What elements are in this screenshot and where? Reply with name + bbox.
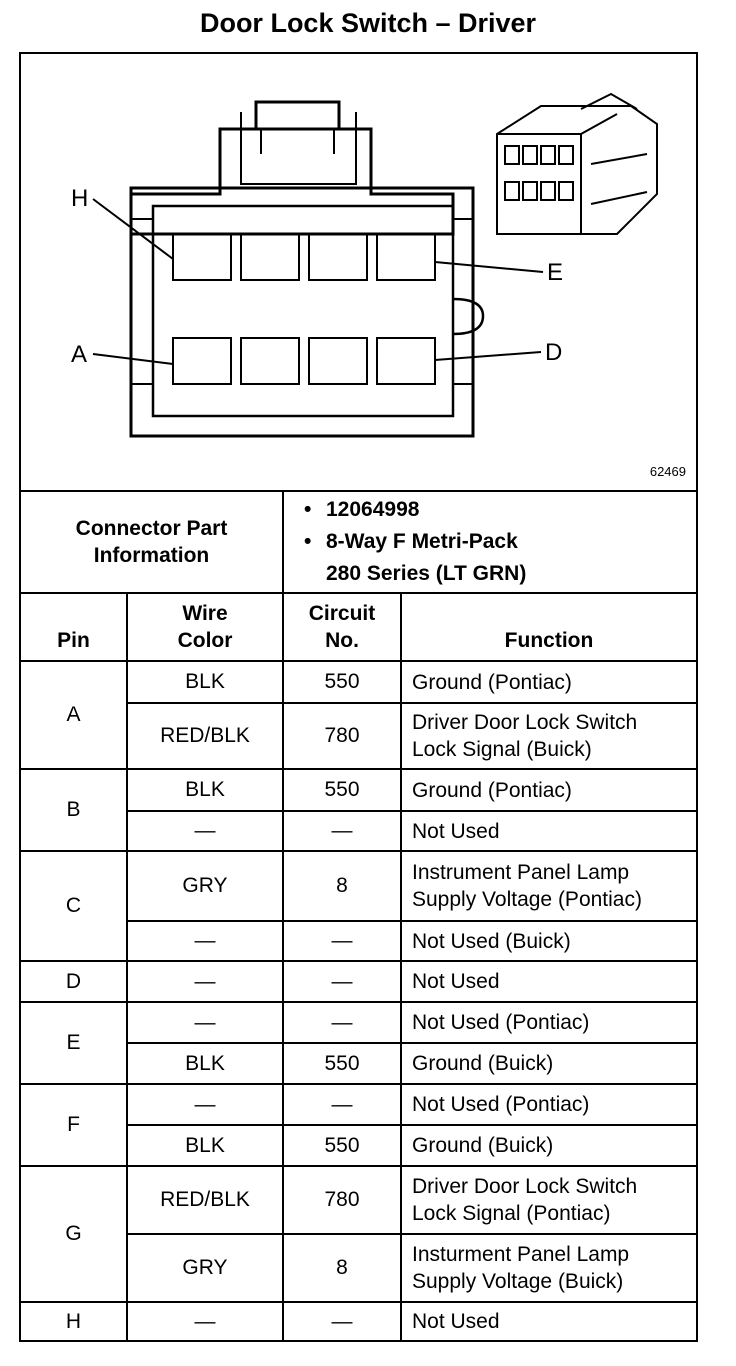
table-row bbox=[21, 661, 696, 703]
function-cell: Not Used (Pontiac) bbox=[401, 1002, 696, 1043]
header-wire-color: Wire Color bbox=[127, 593, 283, 661]
wire-color-cell: — bbox=[127, 1302, 283, 1340]
circuit-cell: — bbox=[283, 961, 401, 1002]
connector-card bbox=[19, 52, 698, 1342]
wire-color-cell: — bbox=[127, 1084, 283, 1125]
circuit-cell: — bbox=[283, 811, 401, 851]
function-cell: Ground (Pontiac) bbox=[401, 769, 696, 811]
connector-description: • 8-Way F Metri-Pack bbox=[326, 526, 696, 558]
function-cell: Not Used (Pontiac) bbox=[401, 1084, 696, 1125]
table-row bbox=[21, 769, 696, 811]
table-row bbox=[21, 1084, 696, 1125]
wire-color-cell: GRY bbox=[127, 1234, 283, 1302]
table-row bbox=[21, 961, 696, 1002]
circuit-cell: 780 bbox=[283, 1166, 401, 1234]
function-cell: Not Used bbox=[401, 961, 696, 1002]
circuit-cell: — bbox=[283, 1302, 401, 1340]
circuit-cell: — bbox=[283, 921, 401, 961]
connector-diagram bbox=[21, 54, 696, 492]
circuit-cell: 550 bbox=[283, 769, 401, 811]
pin-cell: A bbox=[21, 661, 127, 769]
function-cell: Not Used (Buick) bbox=[401, 921, 696, 961]
wire-color-cell: GRY bbox=[127, 851, 283, 921]
connector-latch bbox=[131, 129, 453, 234]
callout-h: H bbox=[71, 185, 89, 212]
pin-cell: H bbox=[21, 1302, 127, 1340]
callout-e: E bbox=[547, 259, 564, 286]
header-pin: Pin bbox=[21, 593, 127, 661]
connector-face-drawing bbox=[21, 54, 696, 490]
function-cell: Not Used bbox=[401, 811, 696, 851]
pin-cell: B bbox=[21, 769, 127, 851]
wire-color-cell: BLK bbox=[127, 1043, 283, 1084]
function-cell: Insturment Panel Lamp Supply Voltage (Buick) bbox=[401, 1234, 696, 1302]
connector-housing bbox=[131, 188, 473, 436]
wire-color-cell: — bbox=[127, 921, 283, 961]
wire-color-cell: BLK bbox=[127, 1125, 283, 1166]
wire-color-cell: — bbox=[127, 811, 283, 851]
function-cell: Ground (Pontiac) bbox=[401, 661, 696, 703]
circuit-cell: — bbox=[283, 1084, 401, 1125]
pin-cell: G bbox=[21, 1166, 127, 1302]
connector-info-values: • 12064998 • 8-Way F Metri-Pack 280 Series (LT GRN) bbox=[283, 491, 696, 593]
function-cell: Instrument Panel Lamp Supply Voltage (Pontiac) bbox=[401, 851, 696, 921]
header-row bbox=[21, 593, 696, 661]
circuit-cell: 550 bbox=[283, 1125, 401, 1166]
connector-info-row bbox=[21, 491, 696, 593]
function-cell: Driver Door Lock Switch Lock Signal (Buick) bbox=[401, 703, 696, 769]
pin-cavities bbox=[173, 234, 435, 384]
callout-a: A bbox=[71, 341, 88, 368]
function-cell: Not Used bbox=[401, 1302, 696, 1340]
connector-perspective-icon bbox=[497, 94, 657, 234]
page-title: Door Lock Switch – Driver bbox=[199, 8, 537, 38]
table-row bbox=[21, 1002, 696, 1043]
wire-color-cell: — bbox=[127, 1002, 283, 1043]
figure-number: 62469 bbox=[649, 464, 686, 479]
pin-cell: C bbox=[21, 851, 127, 961]
table-row bbox=[21, 851, 696, 921]
function-cell: Ground (Buick) bbox=[401, 1043, 696, 1084]
connector-info-label: Connector Part Information bbox=[21, 491, 283, 593]
wire-color-cell: BLK bbox=[127, 661, 283, 703]
circuit-cell: 8 bbox=[283, 851, 401, 921]
callout-d: D bbox=[545, 339, 563, 366]
header-circuit: Circuit No. bbox=[283, 593, 401, 661]
circuit-cell: 780 bbox=[283, 703, 401, 769]
function-cell: Driver Door Lock Switch Lock Signal (Pontiac) bbox=[401, 1166, 696, 1234]
wire-color-cell: RED/BLK bbox=[127, 703, 283, 769]
pin-cell: F bbox=[21, 1084, 127, 1166]
circuit-cell: 550 bbox=[283, 661, 401, 703]
pinout-table bbox=[21, 490, 696, 1340]
pin-cell: E bbox=[21, 1002, 127, 1084]
header-function: Function bbox=[401, 593, 696, 661]
circuit-cell: 8 bbox=[283, 1234, 401, 1302]
function-cell: Ground (Buick) bbox=[401, 1125, 696, 1166]
wire-color-cell: RED/BLK bbox=[127, 1166, 283, 1234]
wire-color-cell: BLK bbox=[127, 769, 283, 811]
circuit-cell: — bbox=[283, 1002, 401, 1043]
table-row bbox=[21, 1166, 696, 1234]
table-row bbox=[21, 1302, 696, 1340]
part-number: • 12064998 bbox=[326, 494, 696, 526]
wire-color-cell: — bbox=[127, 961, 283, 1002]
circuit-cell: 550 bbox=[283, 1043, 401, 1084]
pin-cell: D bbox=[21, 961, 127, 1002]
